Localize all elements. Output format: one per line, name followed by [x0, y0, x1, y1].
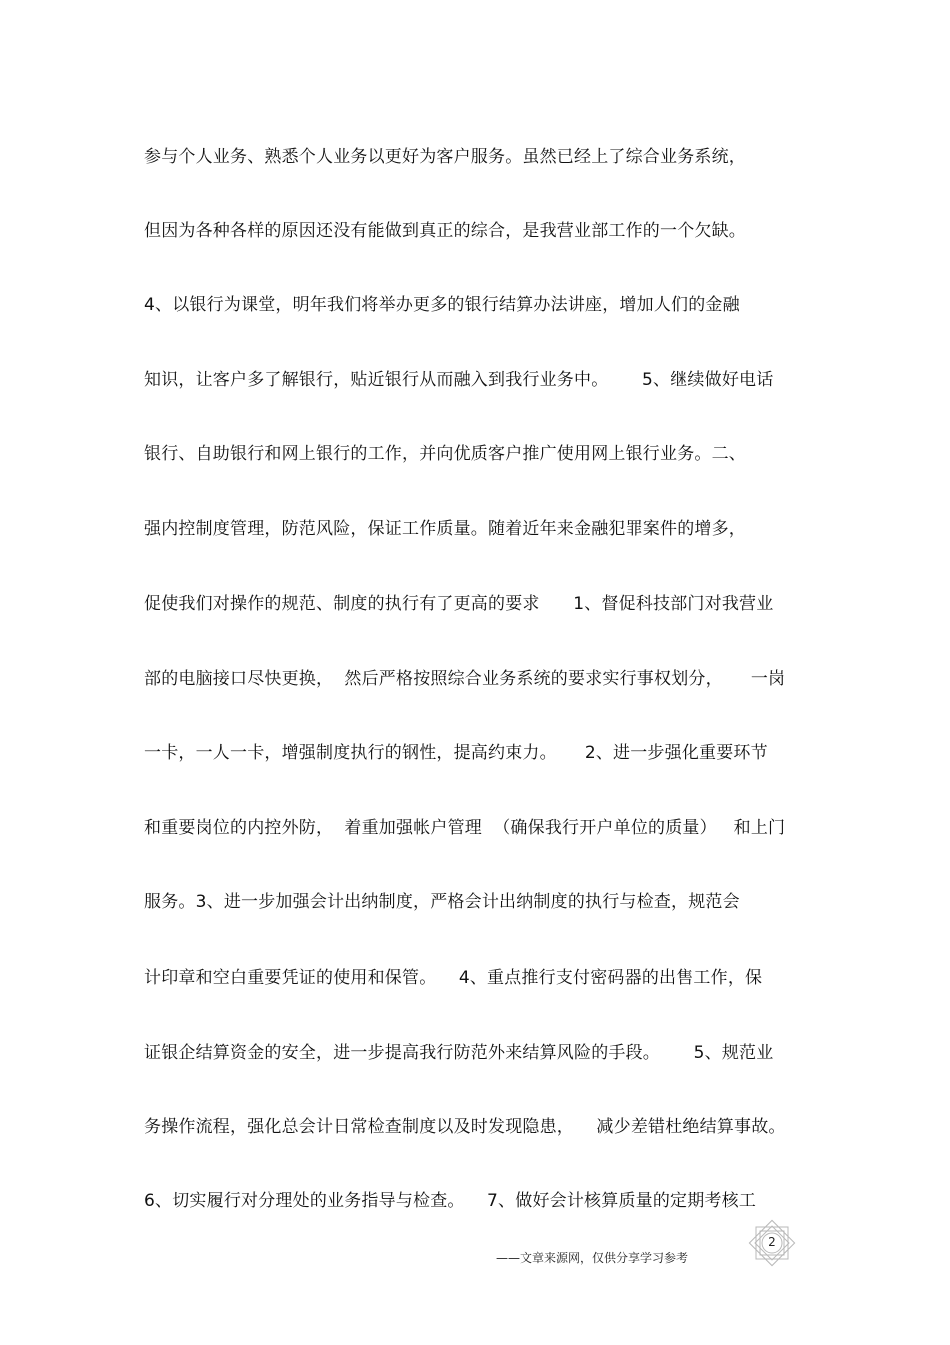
source-note: ——文章来源网，仅供分享学习参考: [496, 1251, 689, 1265]
body-text-line: 部的电脑接口尽快更换， 然后严格按照综合业务系统的要求实行事权划分， 一岗: [144, 669, 786, 689]
body-text-line: 参与个人业务、熟悉个人业务以更好为客户服务。虽然已经上了综合业务系统，: [144, 147, 746, 167]
body-text-line: 强内控制度管理，防范风险，保证工作质量。随着近年来金融犯罪案件的增多，: [144, 519, 746, 539]
page-number-badge: [748, 1219, 796, 1267]
body-text-line: 一卡，一人一卡，增强制度执行的钢性，提高约束力。 2、进一步强化重要环节: [144, 743, 768, 763]
body-text-line: 6、切实履行对分理处的业务指导与检查。 7、做好会计核算质量的定期考核工: [144, 1191, 757, 1211]
body-text-line: 计印章和空白重要凭证的使用和保管。 4、重点推行支付密码器的出售工作，保: [144, 968, 763, 988]
page-number: 2: [768, 1235, 776, 1249]
body-text-line: 和重要岗位的内控外防， 着重加强帐户管理 （确保我行开户单位的质量） 和上门: [144, 818, 786, 838]
body-text-line: 但因为各种各样的原因还没有能做到真正的综合，是我营业部工作的一个欠缺。: [144, 221, 746, 241]
body-text-line: 证银企结算资金的安全，进一步提高我行防范外来结算风险的手段。 5、规范业: [144, 1043, 774, 1063]
body-text-line: 务操作流程，强化总会计日常检查制度以及时发现隐患， 减少差错杜绝结算事故。: [144, 1117, 786, 1137]
body-text-line: 4、以银行为课堂，明年我们将举办更多的银行结算办法讲座，增加人们的金融: [144, 295, 740, 315]
body-text-line: 银行、自助银行和网上银行的工作，并向优质客户推广使用网上银行业务。二、: [144, 444, 746, 464]
body-text-line: 促使我们对操作的规范、制度的执行有了更高的要求 1、督促科技部门对我营业: [144, 594, 774, 614]
body-text-line: 知识，让客户多了解银行，贴近银行从而融入到我行业务中。 5、继续做好电话: [144, 370, 774, 390]
body-text-line: 服务。3、进一步加强会计出纳制度，严格会计出纳制度的执行与检查，规范会: [144, 892, 740, 912]
